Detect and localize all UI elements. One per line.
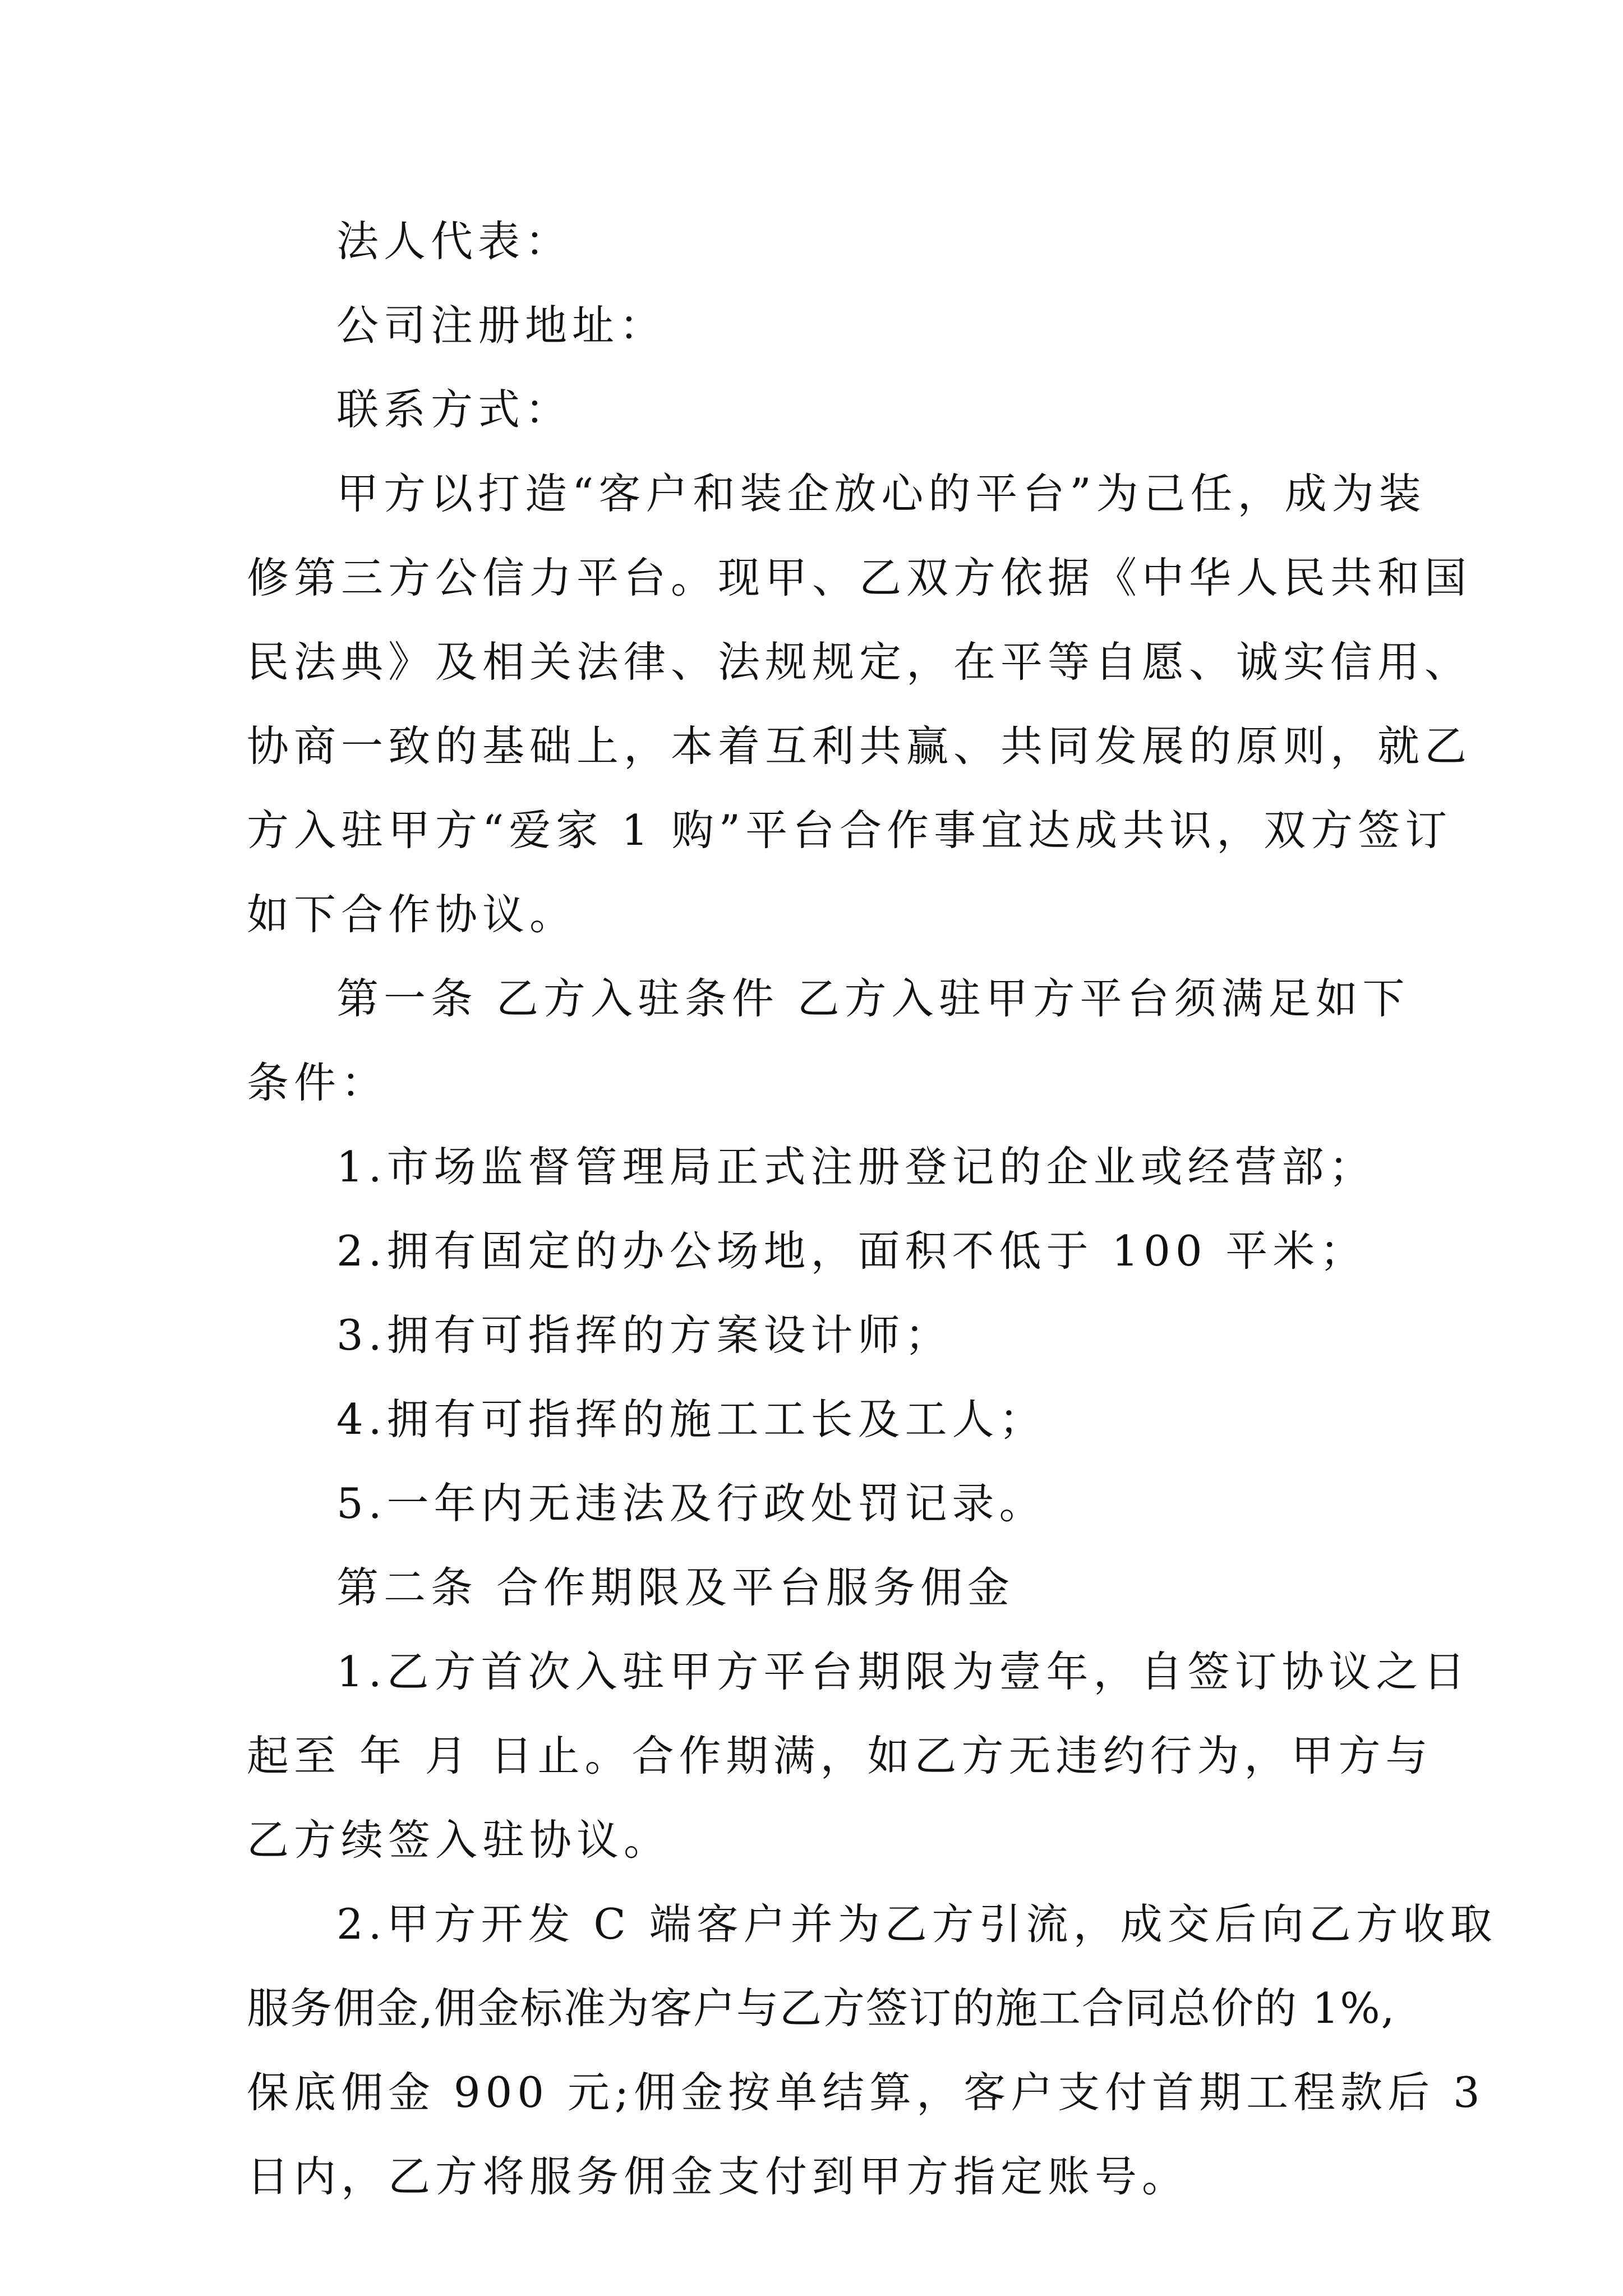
paragraph-line: 修第三方公信力平台。现甲、乙双方依据《中华人民共和国: [247, 553, 1472, 602]
paragraph-line: 1.乙方首次入驻甲方平台期限为壹年，自签订协议之日: [336, 1647, 1470, 1696]
registered-address-label: 公司注册地址：: [336, 301, 667, 350]
paragraph-line: 起至 年 月 日止。合作期满，如乙方无违约行为，甲方与: [247, 1731, 1433, 1780]
paragraph-line: 条件：: [247, 1058, 389, 1107]
list-item: 3.拥有可指挥的方案设计师；: [336, 1310, 952, 1360]
list-item: 5.一年内无违法及行政处罚记录。: [336, 1479, 1046, 1528]
paragraph-line: 甲方以打造“客户和装企放心的平台”为己任，成为装: [336, 469, 1426, 518]
paragraph-line: 乙方续签入驻协议。: [247, 1815, 671, 1865]
paragraph-line: 方入驻甲方“爱家 1 购”平台合作事宜达成共识，双方签订: [247, 806, 1453, 855]
paragraph-line: 保底佣金 900 元;佣金按单结算，客户支付首期工程款后 3: [247, 2068, 1485, 2117]
article-one-heading: 第一条 乙方入驻条件 乙方入驻甲方平台须满足如下: [336, 974, 1410, 1023]
paragraph-line: 2.甲方开发 C 端客户并为乙方引流，成交后向乙方收取: [336, 1899, 1497, 1949]
paragraph-line: 民法典》及相关法律、法规规定，在平等自愿、诚实信用、: [247, 637, 1472, 687]
contact-label: 联系方式：: [336, 385, 573, 434]
paragraph-line: 如下合作协议。: [247, 890, 577, 939]
paragraph-line: 协商一致的基础上，本着互利共赢、共同发展的原则，就乙: [247, 721, 1472, 771]
article-two-heading: 第二条 合作期限及平台服务佣金: [336, 1563, 1015, 1612]
paragraph-line: 服务佣金,佣金标准为客户与乙方签订的施工合同总价的 1%,: [247, 1984, 1396, 2033]
list-item: 1.市场监督管理局正式注册登记的企业或经营部；: [336, 1142, 1376, 1191]
legal-representative-label: 法人代表：: [336, 217, 573, 266]
paragraph-line: 日内，乙方将服务佣金支付到甲方指定账号。: [247, 2152, 1189, 2201]
list-item: 4.拥有可指挥的施工工长及工人；: [336, 1395, 1046, 1444]
list-item: 2.拥有固定的办公场地，面积不低于 100 平米；: [336, 1226, 1367, 1276]
